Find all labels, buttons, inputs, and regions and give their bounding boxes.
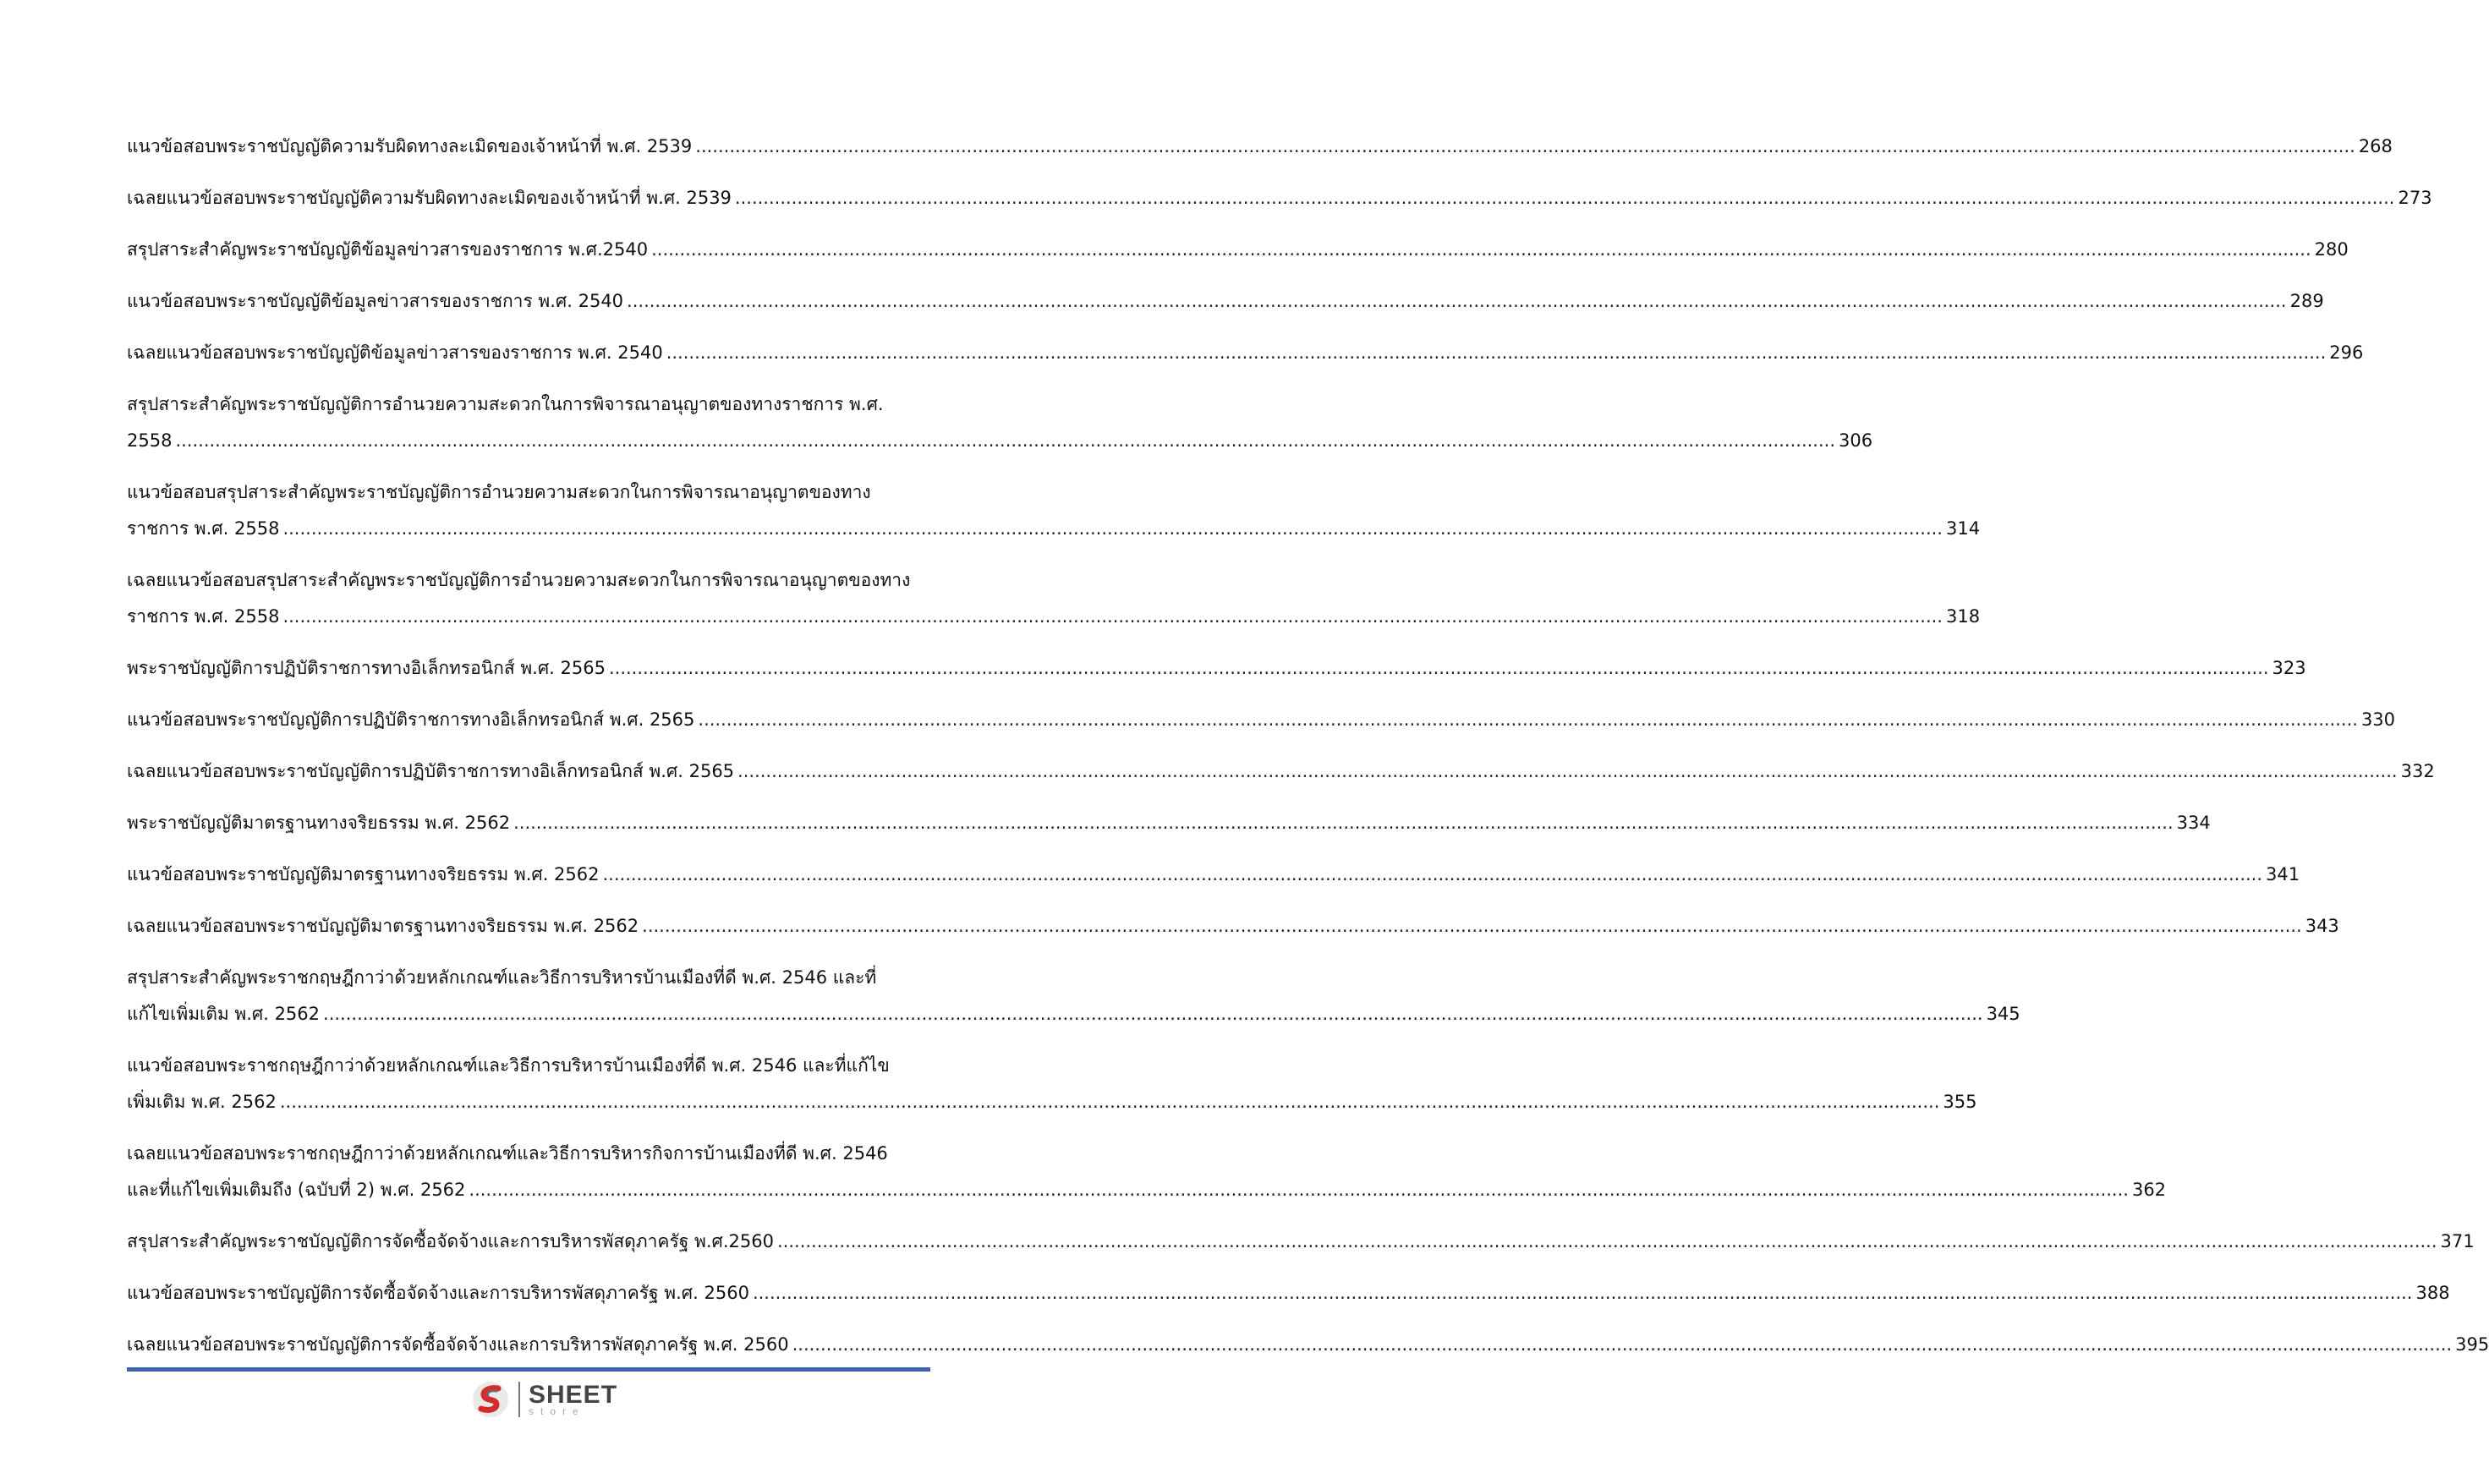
toc-entry[interactable]: [127, 753, 2435, 805]
toc-entry[interactable]: [127, 1275, 2450, 1327]
toc-entry[interactable]: [127, 1136, 2167, 1224]
sheet-store-logo: [471, 1380, 617, 1419]
dot-leader: [513, 805, 2174, 841]
toc-entry-title: แก้ไขเพิ่มเติม พ.ศ. 2562: [127, 1004, 321, 1024]
toc-entry-page-number: 388: [2415, 1283, 2450, 1303]
toc-entry-page-number: 334: [2176, 813, 2211, 833]
logo-subword: store: [529, 1405, 585, 1417]
dot-leader: [642, 908, 2302, 945]
toc-entry-title: เฉลยแนวข้อสอบพระราชบัญญัติข้อมูลข่าวสารของราชการ พ.ศ. 2540: [127, 342, 663, 363]
toc-entry-page-number: 362: [2131, 1180, 2167, 1200]
table-of-contents: [127, 129, 2489, 1378]
toc-entry[interactable]: [127, 960, 2020, 1048]
toc-entry-title: เฉลยแนวข้อสอบพระราชบัญญัติการปฏิบัติราชการทางอิเล็กทรอนิกส์ พ.ศ. 2565: [127, 761, 735, 781]
dot-leader: [282, 599, 1943, 635]
toc-entry-page-number: 314: [1945, 518, 1981, 539]
toc-entry[interactable]: [127, 283, 2324, 335]
toc-entry-page-number: 343: [2305, 916, 2339, 936]
dot-leader: [666, 335, 2327, 371]
toc-entry-title: พระราชบัญญัติมาตรฐานทางจริยธรรม พ.ศ. 2562: [127, 813, 511, 833]
toc-entry[interactable]: [127, 474, 1981, 562]
toc-entry-title: ราชการ พ.ศ. 2558: [127, 518, 280, 539]
toc-entry-page-number: 332: [2400, 761, 2435, 781]
toc-entry-page-number: 280: [2314, 239, 2349, 260]
toc-entry-page-number: 355: [1943, 1092, 1977, 1112]
logo-word: SHEET: [529, 1381, 618, 1409]
toc-entry[interactable]: [127, 129, 2393, 180]
toc-entry-page-number: 341: [2266, 864, 2300, 884]
toc-entry-page-number: 395: [2455, 1334, 2489, 1355]
toc-entry-title: เพิ่มเติม พ.ศ. 2562: [127, 1092, 277, 1112]
toc-entry[interactable]: [127, 857, 2300, 908]
toc-entry-title-line1: เฉลยแนวข้อสอบสรุปสาระสำคัญพระราชบัญญัติการอำนวยความสะดวกในการพิจารณาอนุญาตของทาง: [127, 570, 911, 590]
toc-entry-page-number: 268: [2358, 136, 2393, 156]
dot-leader: [695, 129, 2355, 165]
toc-entry[interactable]: [127, 908, 2339, 960]
toc-entry-title-line1: สรุปสาระสำคัญพระราชบัญญัติการอำนวยความสะดวกในการพิจารณาอนุญาตของทางราชการ พ.ศ.: [127, 394, 884, 414]
toc-entry[interactable]: [127, 805, 2211, 857]
toc-entry-page-number: 296: [2329, 342, 2364, 363]
dot-leader: [627, 283, 2287, 320]
dot-leader: [792, 1327, 2453, 1363]
logo-divider: [518, 1382, 520, 1417]
dot-leader: [735, 180, 2395, 216]
toc-entry[interactable]: [127, 1048, 1977, 1136]
dot-leader: [280, 1084, 1940, 1120]
toc-entry-title: พระราชบัญญัติการปฏิบัติราชการทางอิเล็กทรอนิกส์ พ.ศ. 2565: [127, 658, 606, 678]
toc-entry-title-line1: สรุปสาระสำคัญพระราชกฤษฎีกาว่าด้วยหลักเกณฑ์และวิธีการบริหารบ้านเมืองที่ดี พ.ศ. 2546 และที่: [127, 967, 877, 988]
toc-entry-title: เฉลยแนวข้อสอบพระราชบัญญัติการจัดซื้อจัดจ้างและการบริหารพัสดุภาครัฐ พ.ศ. 2560: [127, 1334, 789, 1355]
toc-entry[interactable]: [127, 232, 2349, 283]
dot-leader: [777, 1224, 2437, 1260]
toc-entry-title: แนวข้อสอบพระราชบัญญัติการปฏิบัติราชการทางอิเล็กทรอนิกส์ พ.ศ. 2565: [127, 709, 695, 730]
toc-entry-page-number: 289: [2289, 291, 2324, 311]
toc-entry-title: 2558: [127, 430, 173, 451]
toc-entry-title: เฉลยแนวข้อสอบพระราชบัญญัติมาตรฐานทางจริยธรรม พ.ศ. 2562: [127, 916, 639, 936]
toc-entry[interactable]: [127, 335, 2364, 386]
toc-entry-title: แนวข้อสอบพระราชบัญญัติการจัดซื้อจัดจ้างและการบริหารพัสดุภาครัฐ พ.ศ. 2560: [127, 1283, 749, 1303]
toc-entry[interactable]: [127, 1224, 2475, 1275]
toc-entry-page-number: 345: [1986, 1004, 2020, 1024]
toc-entry[interactable]: [127, 180, 2432, 232]
dot-leader: [175, 423, 1835, 459]
toc-entry-page-number: 273: [2398, 188, 2432, 208]
toc-entry[interactable]: [127, 650, 2306, 702]
toc-entry-title: เฉลยแนวข้อสอบพระราชบัญญัติความรับผิดทางละเมิดของเจ้าหน้าที่ พ.ศ. 2539: [127, 188, 732, 208]
dot-leader: [737, 753, 2398, 790]
toc-entry-title-line1: แนวข้อสอบสรุปสาระสำคัญพระราชบัญญัติการอำนวยความสะดวกในการพิจารณาอนุญาตของทาง: [127, 482, 871, 502]
dot-leader: [323, 996, 1983, 1032]
sheet-store-logo-icon: [471, 1380, 510, 1419]
dot-leader: [603, 857, 2263, 893]
toc-entry-title: สรุปสาระสำคัญพระราชบัญญัติการจัดซื้อจัดจ้างและการบริหารพัสดุภาครัฐ พ.ศ.2560: [127, 1231, 774, 1251]
toc-entry-page-number: 323: [2272, 658, 2306, 678]
toc-entry-title: แนวข้อสอบพระราชบัญญัติข้อมูลข่าวสารของราชการ พ.ศ. 2540: [127, 291, 624, 311]
toc-entry[interactable]: [127, 562, 1981, 650]
toc-entry-title: แนวข้อสอบพระราชบัญญัติความรับผิดทางละเมิดของเจ้าหน้าที่ พ.ศ. 2539: [127, 136, 693, 156]
toc-entry-page-number: 306: [1839, 430, 1873, 451]
dot-leader: [609, 650, 2269, 687]
toc-entry-title: สรุปสาระสำคัญพระราชบัญญัติข้อมูลข่าวสารของราชการ พ.ศ.2540: [127, 239, 649, 260]
dot-leader: [282, 511, 1943, 547]
toc-entry-page-number: 371: [2440, 1231, 2475, 1251]
toc-entry-title-line1: แนวข้อสอบพระราชกฤษฎีกาว่าด้วยหลักเกณฑ์และวิธีการบริหารบ้านเมืองที่ดี พ.ศ. 2546 และที่แก้ไข: [127, 1055, 890, 1076]
toc-entry-title: และที่แก้ไขเพิ่มเติมถึง (ฉบับที่ 2) พ.ศ. 2562: [127, 1180, 466, 1200]
dot-leader: [651, 232, 2311, 268]
toc-entry[interactable]: [127, 702, 2396, 753]
toc-entry-title-line1: เฉลยแนวข้อสอบพระราชกฤษฎีกาว่าด้วยหลักเกณฑ์และวิธีการบริหารกิจการบ้านเมืองที่ดี พ.ศ. 2546: [127, 1143, 888, 1164]
footer-rule: [127, 1367, 930, 1372]
toc-entry-title: แนวข้อสอบพระราชบัญญัติมาตรฐานทางจริยธรรม พ.ศ. 2562: [127, 864, 600, 884]
toc-entry-page-number: 330: [2360, 709, 2396, 730]
dot-leader: [698, 702, 2358, 738]
toc-entry-page-number: 318: [1945, 606, 1981, 627]
dot-leader: [469, 1172, 2129, 1208]
toc-entry[interactable]: [127, 386, 1873, 474]
toc-entry-title: ราชการ พ.ศ. 2558: [127, 606, 280, 627]
logo-text: [529, 1383, 617, 1416]
dot-leader: [753, 1275, 2413, 1312]
